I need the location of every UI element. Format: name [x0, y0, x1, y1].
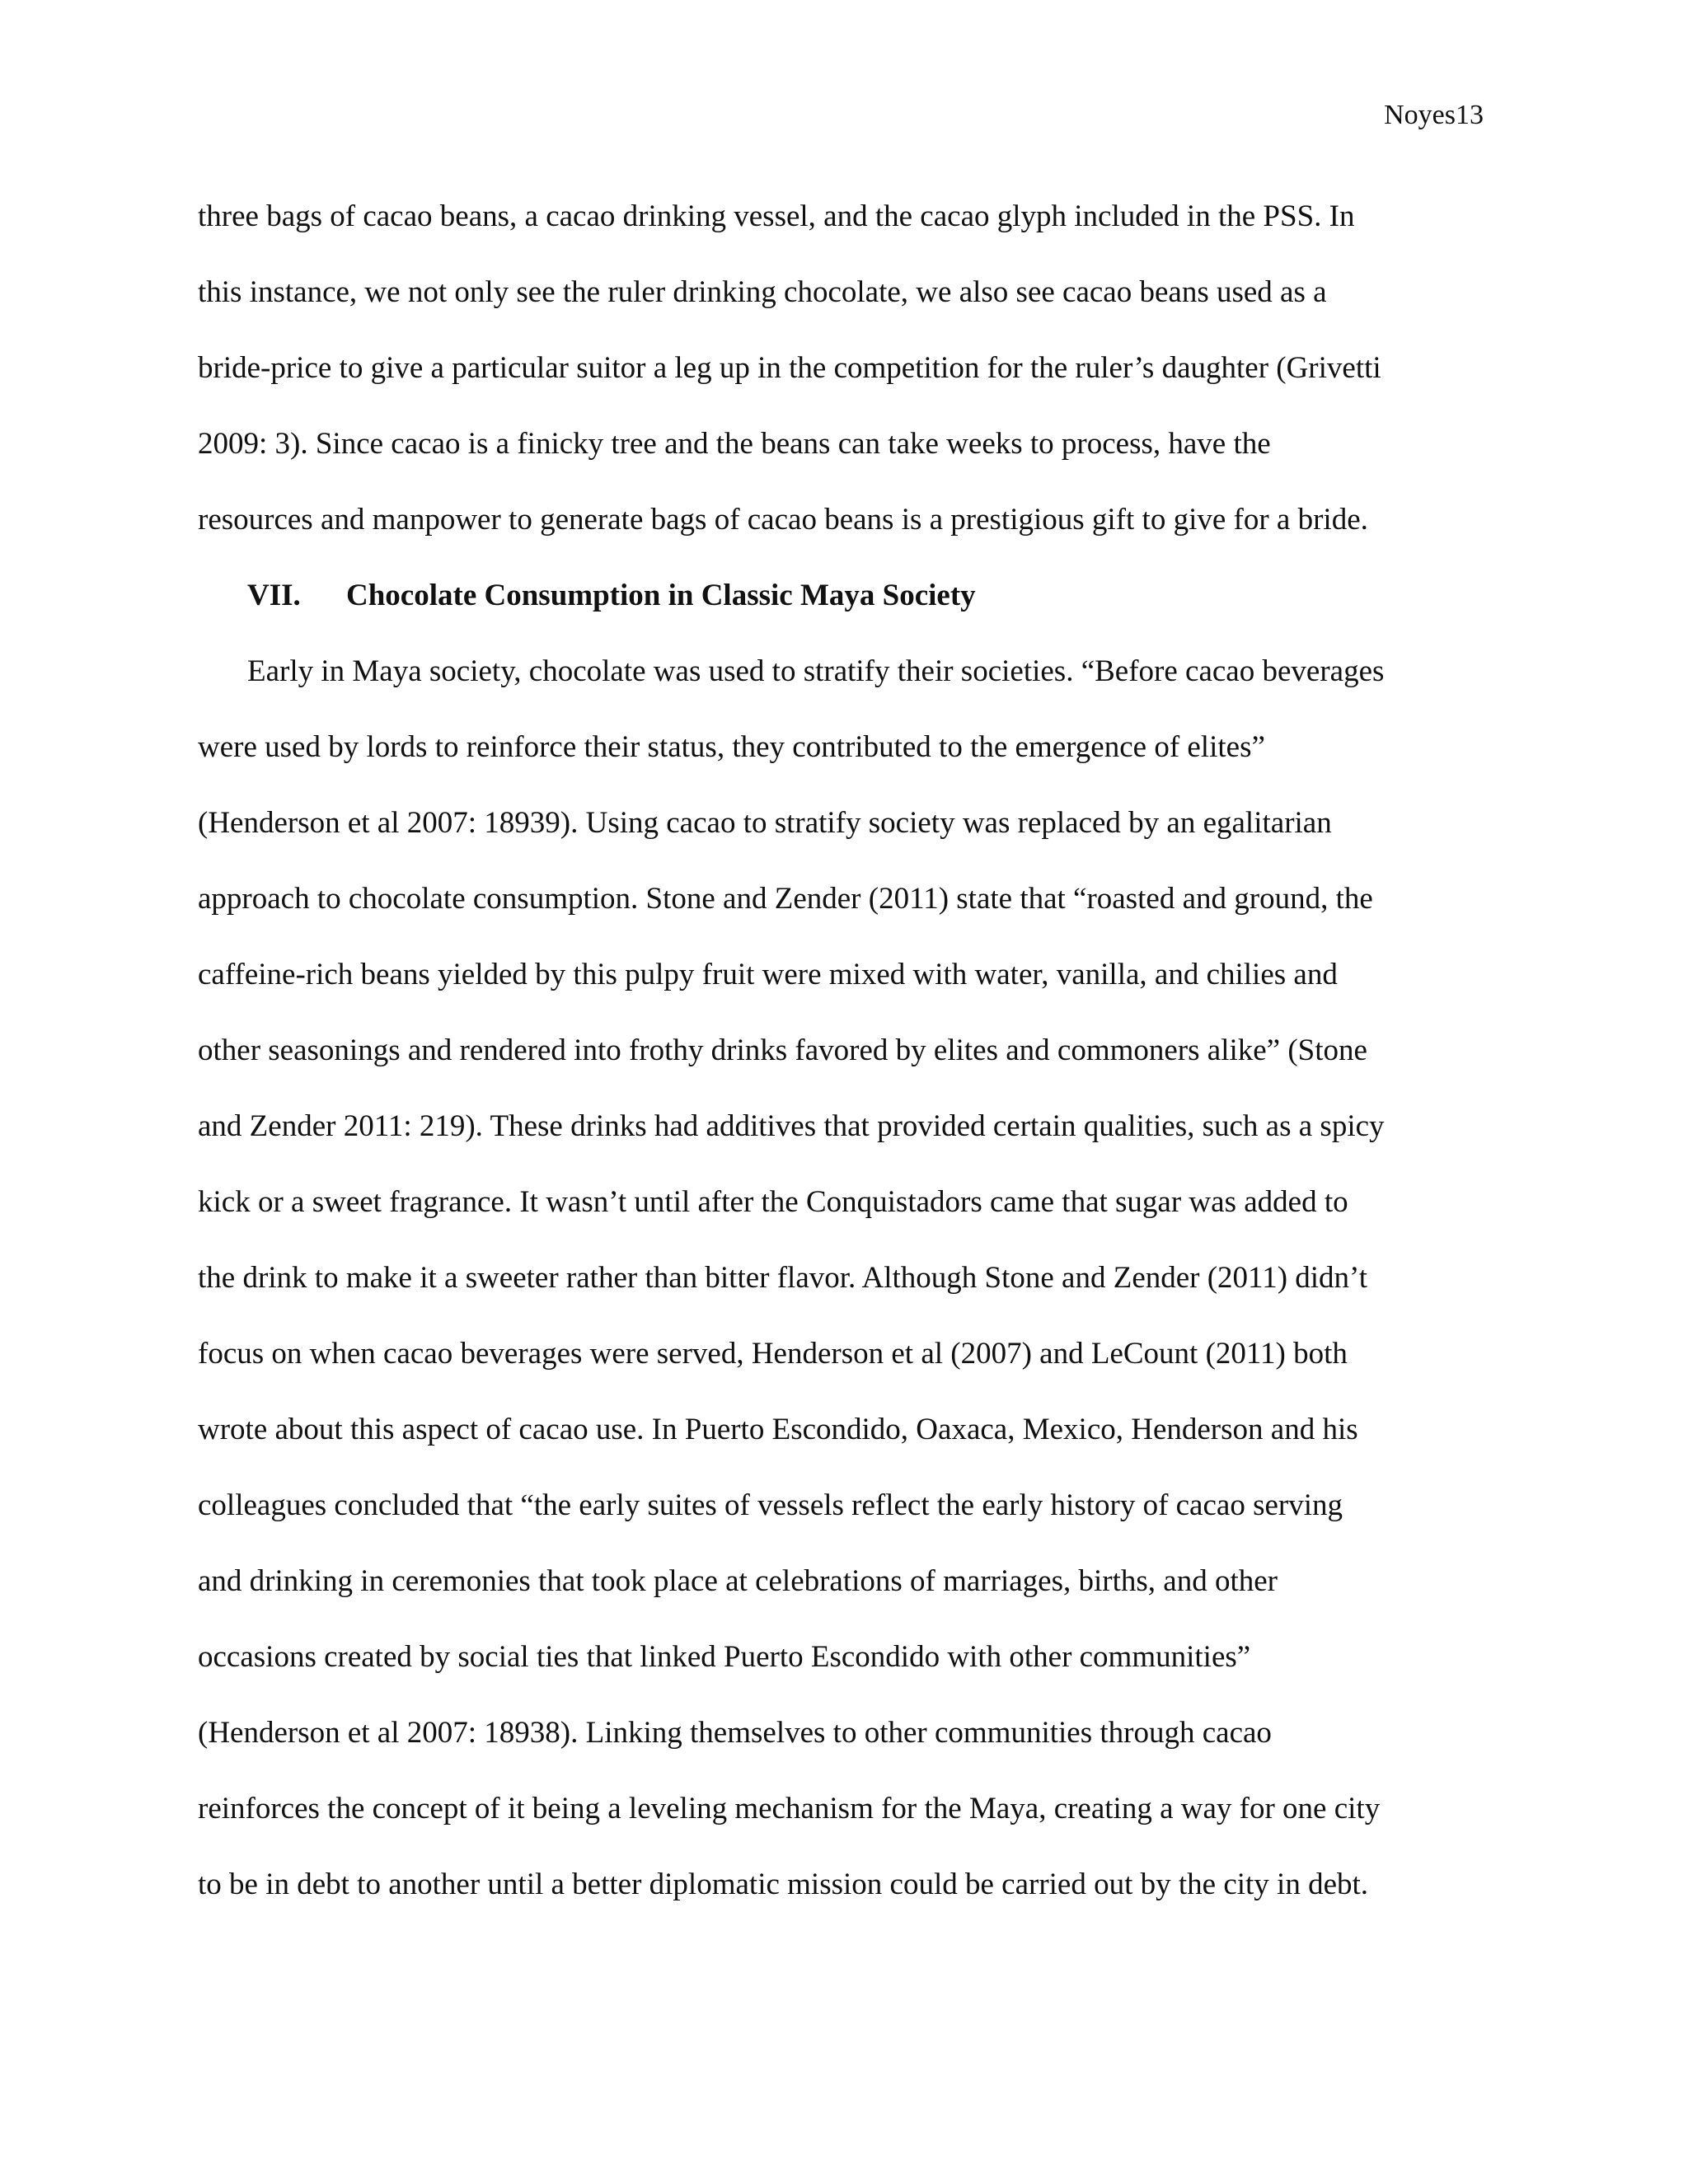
section-heading: [198, 574, 1500, 649]
paragraph-line: to be in debt to another until a better diplomatic mission could be carried out by the city in debt.: [198, 1868, 1369, 1901]
paragraph-line: bride-price to give a particular suitor a leg up in the competition for the ruler’s daughter (Grivetti: [198, 351, 1381, 385]
section-number: VII.: [247, 579, 301, 612]
paragraph-line: occasions created by social ties that linked Puerto Escondido with other communities”: [198, 1640, 1251, 1674]
paragraph-line: wrote about this aspect of cacao use. In Puerto Escondido, Oaxaca, Mexico, Henderson and his: [198, 1413, 1358, 1446]
paragraph-line: reinforces the concept of it being a leveling mechanism for the Maya, creating a way for one city: [198, 1792, 1381, 1825]
paragraph-line: this instance, we not only see the ruler drinking chocolate, we also see cacao beans used as a: [198, 275, 1327, 309]
paragraph-2: [198, 649, 1500, 1938]
paragraph-line: 2009: 3). Since cacao is a finicky tree and the beans can take weeks to process, have the: [198, 427, 1271, 461]
paragraph-line: (Henderson et al 2007: 18938). Linking themselves to other communities through cacao: [198, 1716, 1272, 1750]
page-header: [1384, 97, 1484, 134]
paragraph-line: colleagues concluded that “the early suites of vessels reflect the early history of cacao serving: [198, 1488, 1343, 1522]
section-title: Chocolate Consumption in Classic Maya Society: [346, 579, 976, 612]
paragraph-line: focus on when cacao beverages were served, Henderson et al (2007) and LeCount (2011) both: [198, 1337, 1348, 1371]
paragraph-line: and drinking in ceremonies that took place at celebrations of marriages, births, and other: [198, 1564, 1278, 1598]
paragraph-line: three bags of cacao beans, a cacao drinking vessel, and the cacao glyph included in the PSS. In: [198, 199, 1355, 233]
paragraph-line: kick or a sweet fragrance. It wasn’t until after the Conquistadors came that sugar was added to: [198, 1185, 1348, 1219]
paragraph-line: other seasonings and rendered into frothy drinks favored by elites and commoners alike” (Stone: [198, 1033, 1367, 1067]
paragraph-line: and Zender 2011: 219). These drinks had additives that provided certain qualities, such as a spicy: [198, 1109, 1385, 1143]
document-body: [198, 194, 1500, 1938]
paragraph-line: Early in Maya society, chocolate was used to stratify their societies. “Before cacao beverages: [247, 654, 1385, 688]
paragraph-line: resources and manpower to generate bags of cacao beans is a prestigious gift to give for a bride.: [198, 503, 1368, 537]
paragraph-line: (Henderson et al 2007: 18939). Using cacao to stratify society was replaced by an egalitarian: [198, 806, 1332, 840]
paragraph-line: caffeine-rich beans yielded by this pulpy fruit were mixed with water, vanilla, and chilies and: [198, 958, 1338, 991]
paragraph-1: [198, 194, 1500, 574]
paragraph-line: approach to chocolate consumption. Stone and Zender (2011) state that “roasted and ground, the: [198, 882, 1373, 916]
page-number-label: Noyes13: [1384, 100, 1484, 130]
paragraph-line: the drink to make it a sweeter rather than bitter flavor. Although Stone and Zender (2011) didn’t: [198, 1261, 1367, 1295]
paragraph-line: were used by lords to reinforce their status, they contributed to the emergence of elites”: [198, 730, 1265, 764]
